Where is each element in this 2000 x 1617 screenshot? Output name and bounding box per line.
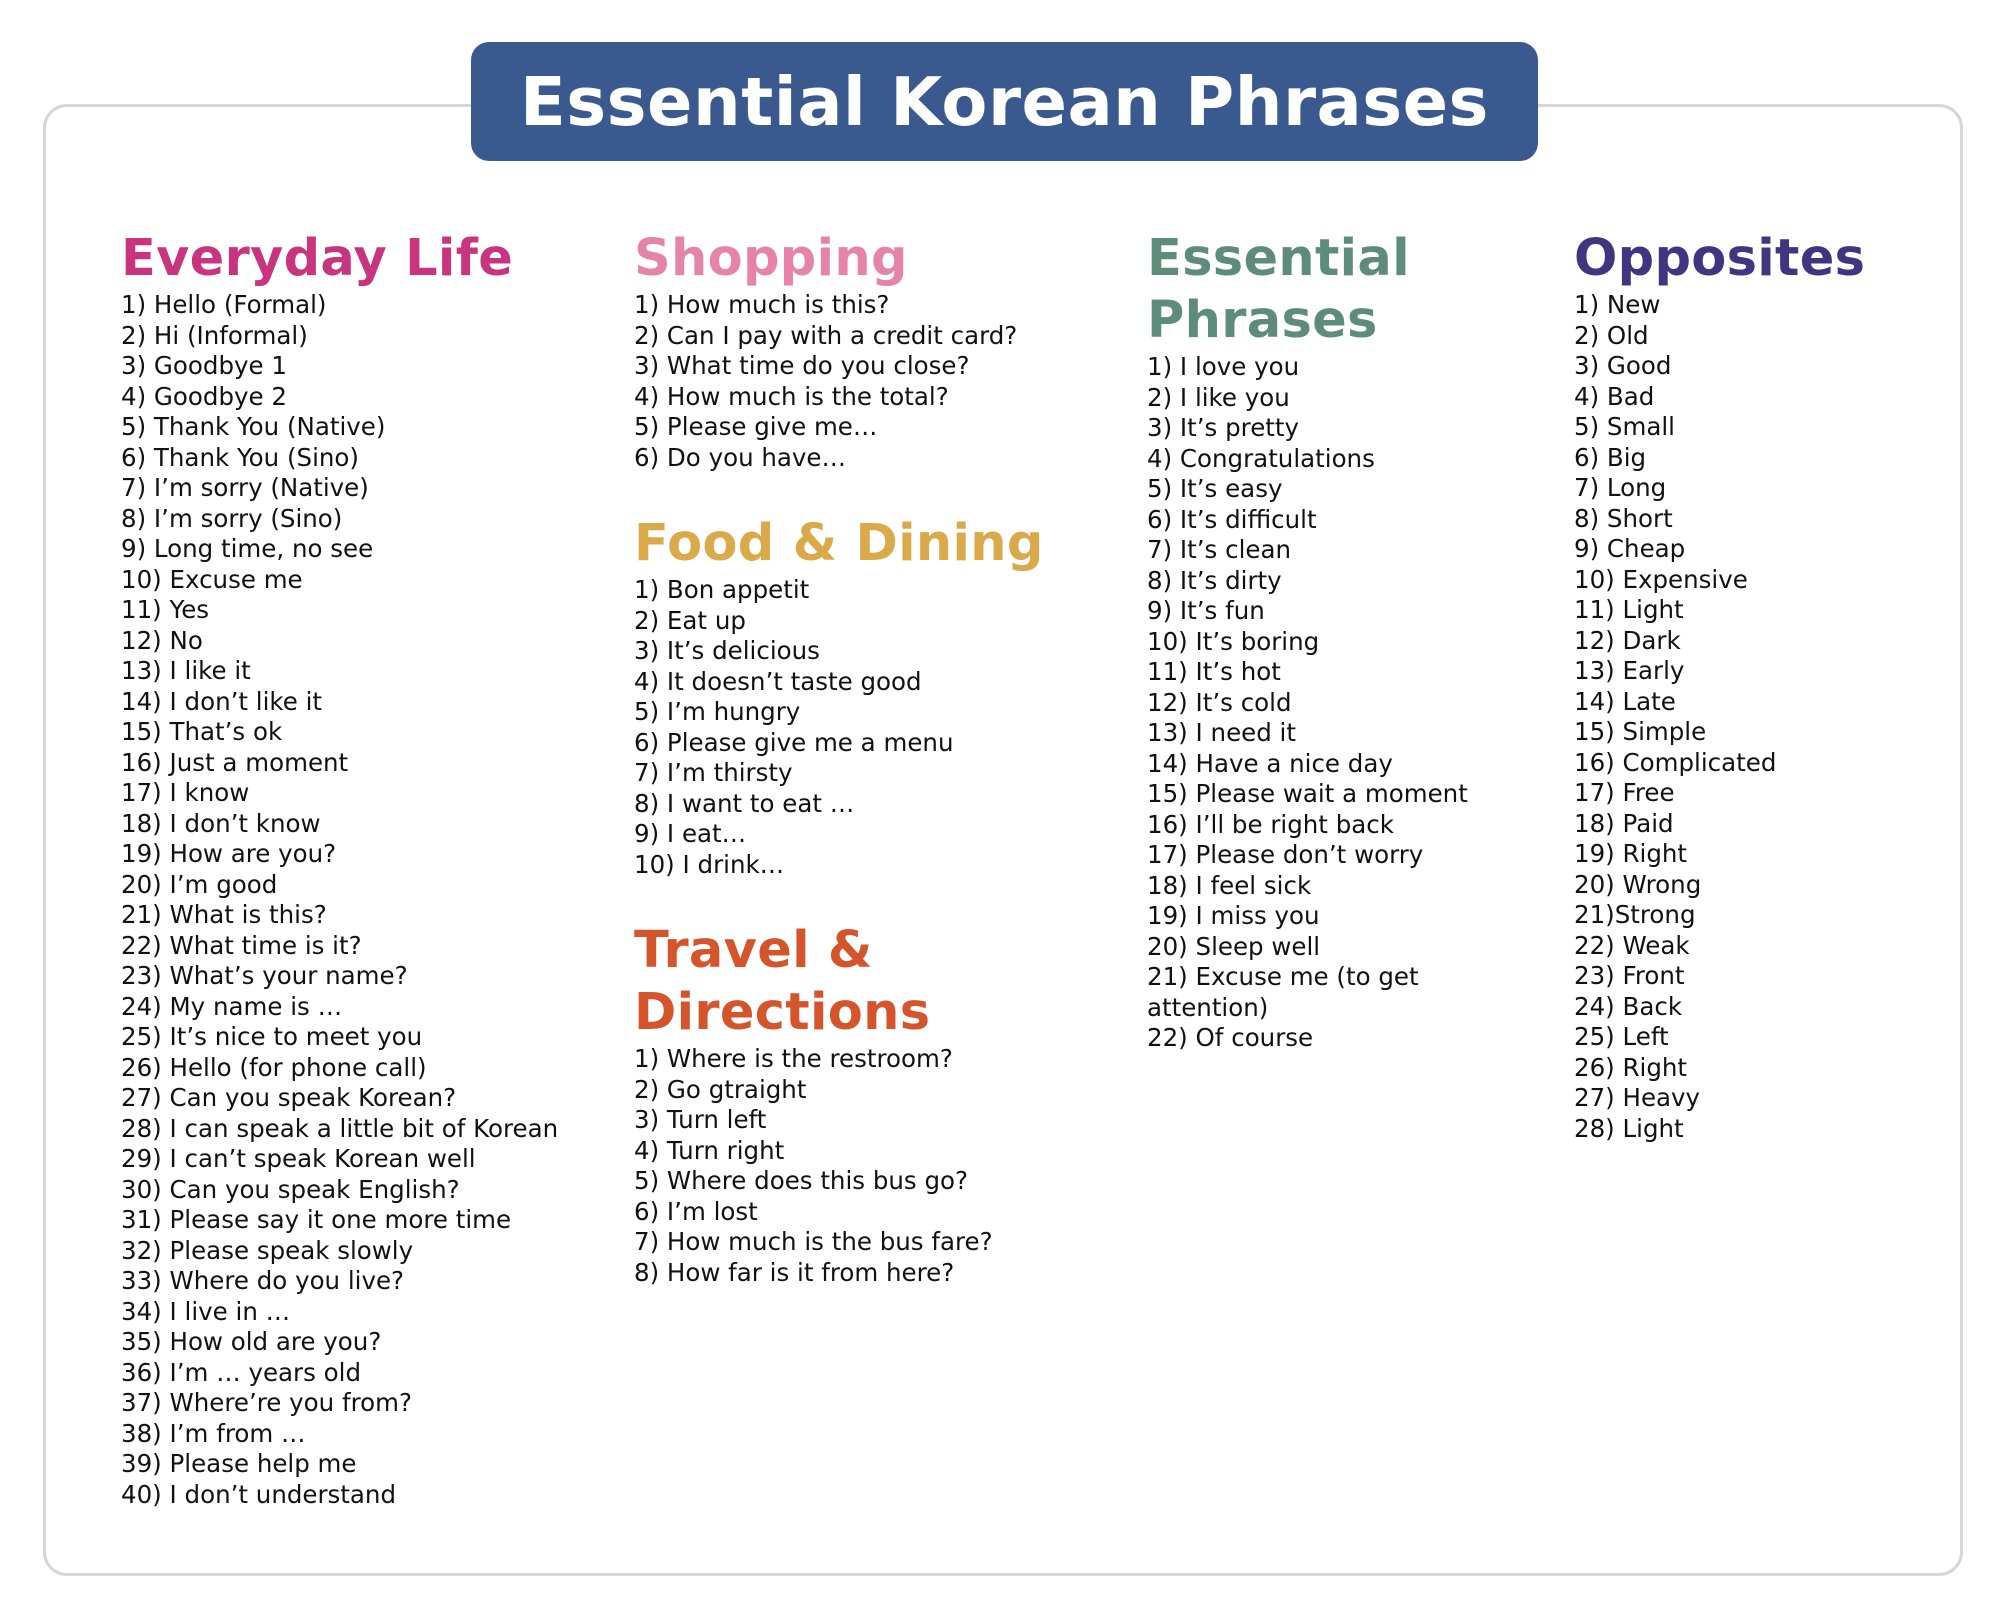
phrase-item: 1) Hello (Formal) [121, 290, 327, 319]
phrase-item: 19) Right [1574, 839, 1688, 868]
travel-heading-line2: Directions [634, 983, 931, 1042]
phrase-item: 2) Old [1574, 320, 1649, 350]
phrase-item: 19) How are you? [121, 839, 337, 868]
phrase-item: 35) How old are you? [121, 1327, 382, 1356]
phrase-item: 9) Cheap [1574, 534, 1686, 563]
phrase-item: 10) I drink… [634, 849, 785, 879]
phrase-item: 23) What’s your name? [121, 961, 408, 990]
everyday-life-list [121, 290, 601, 1510]
opposites-heading: Opposites [1574, 229, 1866, 288]
phrase-item: 6) I’m lost [634, 1196, 758, 1226]
phrase-item: 22) What time is it? [121, 930, 362, 960]
phrase-item: 5) I’m hungry [634, 697, 801, 726]
phrase-item: 11) Light [1574, 595, 1684, 624]
opposites-column [1574, 228, 1934, 1144]
phrase-item: 33) Where do you live? [121, 1266, 405, 1295]
phrase-item: 7) I’m thirsty [634, 758, 793, 787]
shopping-list [634, 290, 1134, 473]
phrase-item: 12) It’s cold [1147, 687, 1292, 717]
phrase-item: 10) It’s boring [1147, 626, 1320, 656]
phrase-item: 27) Heavy [1574, 1083, 1701, 1112]
phrase-item: 15) That’s ok [121, 717, 283, 746]
phrase-item: 15) Simple [1574, 717, 1707, 746]
phrase-item: 9) Long time, no see [121, 534, 374, 563]
phrase-item: 30) Can you speak English? [121, 1174, 460, 1204]
phrase-item: 31) Please say it one more time [121, 1205, 512, 1234]
phrase-item: 18) Paid [1574, 808, 1674, 838]
opposites-list [1574, 290, 1934, 1144]
phrase-item: 1) I love you [1147, 352, 1300, 381]
shopping-food-travel-column [634, 228, 1134, 1288]
phrase-item: 5) Where does this bus go? [634, 1166, 968, 1195]
phrase-item: 14) Late [1574, 686, 1676, 716]
food-dining-list [634, 575, 1134, 880]
phrase-item: 7) I’m sorry (Native) [121, 473, 369, 502]
shopping-heading: Shopping [634, 229, 908, 288]
phrase-item: 4) Goodbye 2 [121, 381, 287, 411]
everyday-life-heading: Everyday Life [121, 229, 514, 288]
phrase-item: 11) It’s hot [1147, 657, 1281, 686]
everyday-life-column [121, 228, 601, 1510]
phrase-item: 1) Where is the restroom? [634, 1044, 953, 1073]
phrase-item: 1) How much is this? [634, 290, 890, 319]
phrase-item: 24) Back [1574, 991, 1683, 1021]
phrase-item: 2) I like you [1147, 382, 1290, 412]
phrase-item: 22) Weak [1574, 930, 1690, 960]
phrase-item: 26) Right [1574, 1052, 1688, 1082]
phrase-item: 20) Wrong [1574, 869, 1702, 899]
phrase-item: 5) Thank You (Native) [121, 412, 386, 441]
travel-directions-heading [634, 920, 1134, 1044]
phrase-item: 6) Do you have… [634, 442, 846, 472]
phrase-item: 34) I live in … [121, 1296, 291, 1326]
phrase-item: 10) Expensive [1574, 564, 1748, 594]
phrase-item: 4) Congratulations [1147, 443, 1375, 473]
phrase-item: 18) I don’t know [121, 808, 321, 838]
food-dining-heading: Food & Dining [634, 514, 1044, 573]
phrase-item: 4) How much is the total? [634, 381, 949, 411]
phrase-item: 39) Please help me [121, 1449, 357, 1478]
phrase-item: 32) Please speak slowly [121, 1235, 414, 1265]
phrase-item: 8) I’m sorry (Sino) [121, 503, 343, 533]
phrase-item: 8) It’s dirty [1147, 565, 1282, 595]
phrase-item: 4) Bad [1574, 381, 1655, 411]
phrase-item: 20) I’m good [121, 869, 278, 899]
phrase-item: 13) Early [1574, 656, 1685, 685]
phrase-item: 1) New [1574, 290, 1661, 319]
phrase-item: 7) How much is the bus fare? [634, 1227, 993, 1256]
phrase-item: 17) Please don’t worry [1147, 840, 1424, 869]
phrase-item: 10) Excuse me [121, 564, 303, 594]
phrase-item: 6) It’s difficult [1147, 504, 1317, 534]
phrase-item: 2) Go gtraight [634, 1074, 807, 1104]
phrase-item: 13) I like it [121, 656, 251, 685]
phrase-item: 9) It’s fun [1147, 596, 1265, 625]
phrase-item: 3) It’s delicious [634, 636, 820, 665]
phrase-item: 12) No [121, 625, 203, 655]
phrase-item: 6) Big [1574, 442, 1647, 472]
phrase-item: 5) It’s easy [1147, 474, 1283, 503]
phrase-item: 8) Short [1574, 503, 1673, 533]
phrase-item: 2) Hi (Informal) [121, 320, 308, 350]
essential-heading-line2: Phrases [1147, 291, 1378, 350]
phrase-item: 6) Thank You (Sino) [121, 442, 359, 472]
essential-phrases-list [1147, 352, 1477, 1054]
travel-heading-line1: Travel & [634, 921, 873, 980]
travel-directions-list [634, 1044, 1134, 1288]
phrase-item: 4) It doesn’t taste good [634, 666, 922, 696]
phrase-item: 26) Hello (for phone call) [121, 1052, 427, 1082]
phrase-item: 11) Yes [121, 595, 210, 624]
phrase-item: 23) Front [1574, 961, 1685, 990]
phrase-item: 3) Turn left [634, 1105, 767, 1134]
phrase-item: 5) Small [1574, 412, 1675, 441]
phrase-item: 18) I feel sick [1147, 870, 1312, 900]
phrase-item: 3) What time do you close? [634, 351, 970, 380]
phrase-item: 21) Excuse me (to get attention) [1147, 962, 1419, 1022]
phrase-item: 17) Free [1574, 778, 1675, 807]
page-title: Essential Korean Phrases [520, 62, 1489, 141]
phrase-item: 7) It’s clean [1147, 535, 1291, 564]
phrase-item: 24) My name is … [121, 991, 343, 1021]
phrase-item: 28) I can speak a little bit of Korean [121, 1113, 559, 1143]
phrase-item: 9) I eat… [634, 819, 747, 848]
phrase-item: 16) Complicated [1574, 747, 1777, 777]
phrase-item: 12) Dark [1574, 625, 1681, 655]
phrase-item: 16) Just a moment [121, 747, 349, 777]
phrase-item: 37) Where’re you from? [121, 1388, 412, 1417]
phrase-item: 1) Bon appetit [634, 575, 810, 604]
phrase-item: 7) Long [1574, 473, 1667, 502]
phrase-item: 16) I’ll be right back [1147, 809, 1394, 839]
phrase-item: 21)Strong [1574, 900, 1696, 929]
phrase-item: 25) It’s nice to meet you [121, 1022, 423, 1051]
title-banner [471, 42, 1538, 161]
essential-phrases-column [1147, 228, 1577, 1054]
phrase-item: 4) Turn right [634, 1135, 785, 1165]
phrase-item: 3) Good [1574, 351, 1672, 380]
phrase-item: 15) Please wait a moment [1147, 779, 1468, 808]
phrase-item: 27) Can you speak Korean? [121, 1083, 457, 1112]
phrase-item: 14) Have a nice day [1147, 748, 1393, 778]
phrase-item: 25) Left [1574, 1022, 1669, 1051]
phrase-item: 3) It’s pretty [1147, 413, 1299, 442]
phrase-item: 5) Please give me… [634, 412, 878, 441]
phrase-item: 3) Goodbye 1 [121, 351, 287, 380]
phrase-item: 2) Eat up [634, 605, 746, 635]
phrase-item: 6) Please give me a menu [634, 727, 954, 757]
phrase-item: 13) I need it [1147, 718, 1296, 747]
phrase-item: 21) What is this? [121, 900, 327, 929]
phrase-item: 20) Sleep well [1147, 931, 1321, 961]
phrase-item: 17) I know [121, 778, 250, 807]
phrase-item: 8) I want to eat … [634, 788, 855, 818]
essential-heading-line1: Essential [1147, 229, 1410, 288]
phrase-item: 36) I’m … years old [121, 1357, 362, 1387]
phrase-item: 28) Light [1574, 1113, 1684, 1143]
phrase-item: 2) Can I pay with a credit card? [634, 320, 1018, 350]
phrase-item: 29) I can’t speak Korean well [121, 1144, 476, 1173]
phrase-item: 38) I’m from … [121, 1418, 306, 1448]
phrase-item: 14) I don’t like it [121, 686, 322, 716]
phrase-item: 19) I miss you [1147, 901, 1320, 930]
phrase-item: 8) How far is it from here? [634, 1257, 955, 1287]
phrase-item: 22) Of course [1147, 1023, 1314, 1052]
phrase-item: 40) I don’t understand [121, 1479, 397, 1509]
